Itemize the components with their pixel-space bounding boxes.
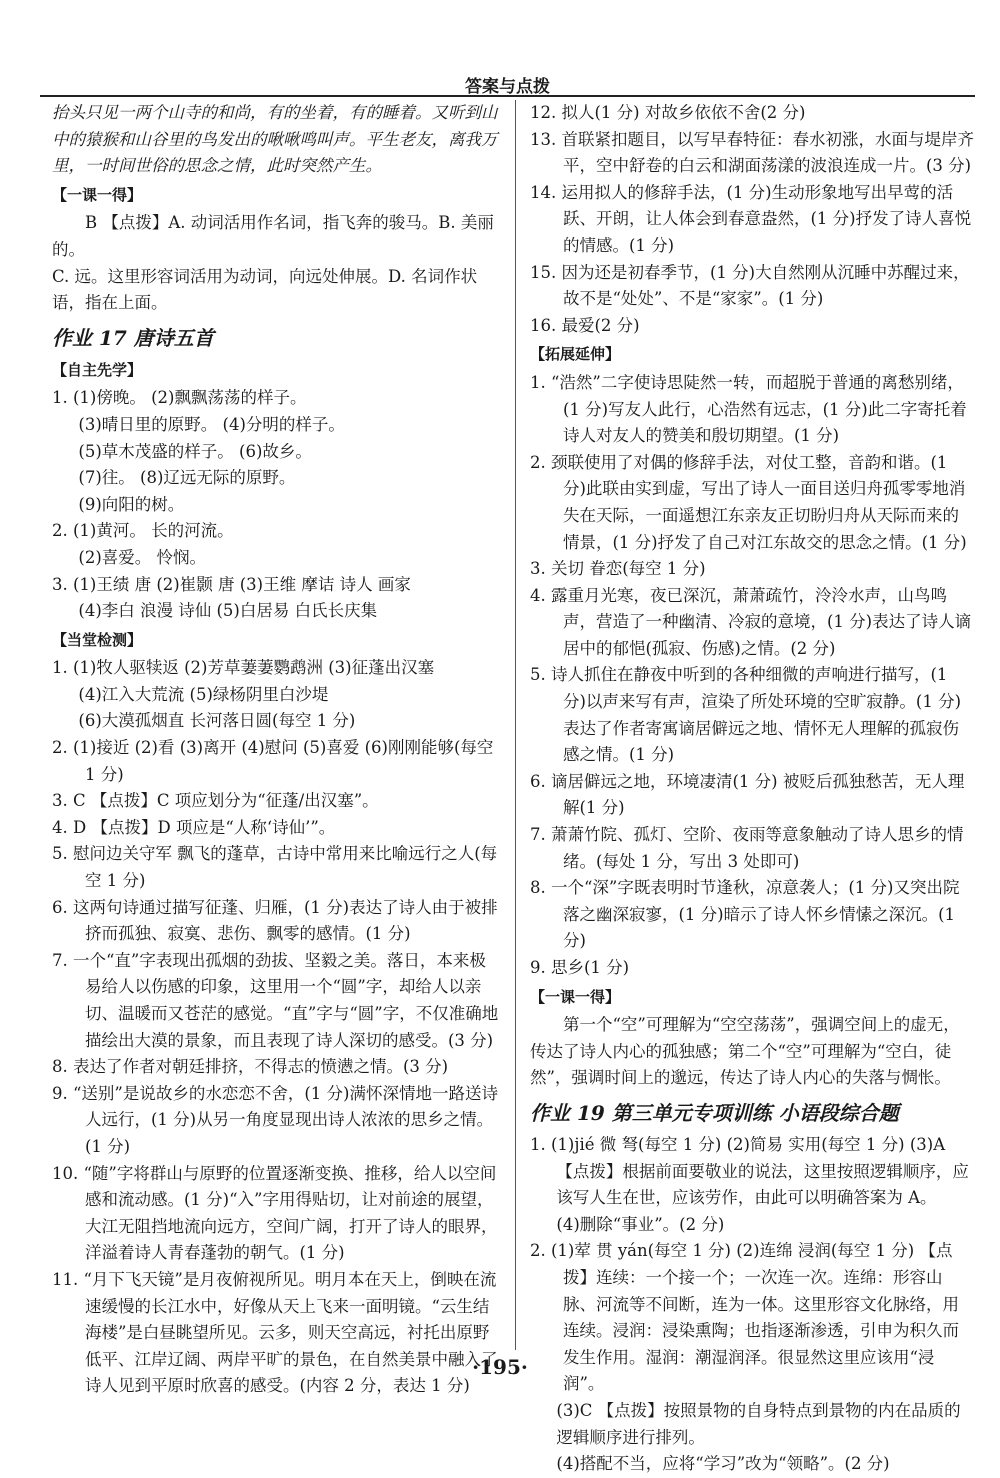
answer-item: 9. “送别”是说故乡的水恋恋不舍，(1 分)满怀深情地一路送诗人远行，(1 分)从另一角度显现出诗人浓浓的思乡之情。(1 分) [52, 1083, 498, 1156]
answer-item: (3)C 【点拨】按照景物的自身特点到景物的内在品质的逻辑顺序进行排列。 [556, 1400, 961, 1447]
answer-item: 11. “月下飞天镜”是月夜俯视所见。明月本在天上，倒映在流速缓慢的长江水中，好像从天上飞来一面明镜。“云生结海楼”是白昼眺望所见。云多，则天空高远，衬托出原野低平、江岸辽阔、两岸平旷的景色，在自然美景中融入了诗人见到平原时欣喜的感受。(内容 2 分，表达 1 分) [52, 1269, 498, 1396]
answer-item: 8. 表达了作者对朝廷排挤，不得志的愤懑之情。(3 分) [52, 1057, 449, 1077]
answer-item: (3)晴日里的原野。 (4)分明的样子。 [78, 414, 345, 434]
answer-item: 10. “随”字将群山与原野的位置逐渐变换、推移，给人以空间感和流动感。(1 分)“入”字用得贴切，让对前途的展望，大江无阻挡地流向远方，空间广阔，打开了诗人的眼界，洋溢着诗人青春蓬勃的朝气。(1 分) [52, 1163, 498, 1263]
answer-item: 15. 因为还是初春季节，(1 分)大自然刚从沉睡中苏醒过来，故不是“处处”、不是“家家”。(1 分) [530, 262, 970, 309]
answer-item: 4. 露重月光寒，夜已深沉，萧萧疏竹，泠泠水声，山鸟鸣声，营造了一种幽清、冷寂的意境，(1 分)表达了诗人谪居中的郁悒(孤寂、伤感)之情。(2 分) [530, 585, 972, 658]
left-column [52, 100, 500, 1400]
answer-item: C. 远。这里形容词活用为动词，向远处伸展。D. 名词作状语，指在上面。 [52, 266, 478, 313]
answer-item: 1. (1)傍晚。 (2)飘飘荡荡的样子。 [52, 388, 307, 408]
answer-item: 【点拨】根据前面要敬业的说法，这里按照逻辑顺序，应该写人生在世，应该劳作，由此可以明确答案为 A。 [556, 1161, 969, 1208]
answer-item: 8. 一个“深”字既表明时节逢秋，凉意袭人；(1 分)又突出院落之幽深寂寥，(1 分)暗示了诗人怀乡情愫之深沉。(1 分) [530, 878, 960, 951]
answer-item: 1. “浩然”二字使诗思陡然一转，而超脱于普通的离愁别绪，(1 分)写友人此行，心浩然有远志，(1 分)此二字寄托着诗人对友人的赞美和殷切期望。(1 分) [530, 372, 967, 446]
answer-item: 3. (1)王绩 唐 (2)崔颢 唐 (3)王维 摩诘 诗人 画家 [52, 574, 411, 594]
answer-item: 6. 谪居僻远之地，环境凄清(1 分) 被贬后孤独愁苦，无人理解(1 分) [530, 771, 965, 818]
answer-item: 5. 诗人抓住在静夜中听到的各种细微的声响进行描写，(1 分)以声来写有声，渲染了所处环境的空旷寂静。(1 分)表达了作者寄寓谪居僻远之地、情怀无人理解的孤寂伤感之情。(1 分) [530, 665, 962, 765]
answer-item: 4. D 【点拨】D 项应是“人称‘诗仙’”。 [52, 817, 336, 837]
header-rule [40, 95, 975, 97]
answer-item: B 【点拨】A. 动词活用作名词，指飞奔的骏马。B. 美丽的。 [52, 213, 494, 259]
answer-item: 1. (1)jié 微 弩(每空 1 分) (2)简易 实用(每空 1 分) (3)A [530, 1134, 946, 1154]
answer-item: (9)向阳的树。 [78, 494, 185, 514]
answer-item: 6. 这两句诗通过描写征蓬、归雁，(1 分)表达了诗人由于被排挤而孤独、寂寞、悲伤、飘零的感情。(1 分) [52, 897, 498, 944]
column-divider [515, 100, 516, 1350]
section-heading: 【当堂检测】 [52, 630, 143, 649]
answer-item: 7. 萧萧竹院、孤灯、空阶、夜雨等意象触动了诗人思乡的情绪。(每处 1 分，写出 3 处即可) [530, 825, 964, 871]
answer-item: 2. (1)接近 (2)看 (3)离开 (4)慰问 (5)喜爱 (6)刚刚能够(每空 1 分) [52, 738, 494, 784]
answer-item: 13. 首联紧扣题目，以写早春特征：春水初涨，水面与堤岸齐平，空中舒卷的白云和湖面荡漾的波浪连成一片。(3 分) [530, 129, 974, 176]
answer-item: 3. C 【点拨】C 项应划分为“征蓬/出汉塞”。 [52, 791, 379, 811]
answer-item: 5. 慰问边关守军 飘飞的蓬草，古诗中常用来比喻远行之人(每空 1 分) [52, 844, 498, 891]
answer-item: (5)草木茂盛的样子。 (6)故乡。 [78, 441, 312, 461]
section-heading: 【一课一得】 [52, 185, 143, 204]
translation-text: 抬头只见一两个山寺的和尚，有的坐着，有的睡着。又听到山中的猿猴和山谷里的鸟发出的啾啾鸣叫声。平生老友，离我万里，一时间世俗的思念之情，此时突然产生。 [52, 103, 498, 176]
answer-item: (7)往。 (8)辽远无际的原野。 [78, 468, 296, 488]
answer-item: (4)李白 浪漫 诗仙 (5)白居易 白氏长庆集 [78, 601, 378, 621]
answer-item: 2. (1)荤 贯 yán(每空 1 分) (2)连绵 浸润(每空 1 分) 【点拨】连续：一个接一个；一次连一次。连绵：形容山脉、河流等不间断，连为一体。这里形容文化脉络，用连续。浸润：浸染熏陶；也指逐渐渗透，引申为积久而发生作用。湿润：潮湿润泽。很显然这里应该用“浸润”。 [530, 1241, 959, 1394]
answer-item: 9. 思乡(1 分) [530, 958, 630, 977]
section-heading: 【自主先学】 [52, 360, 143, 379]
answer-item: 2. 颈联使用了对偶的修辞手法，对仗工整，音韵和谐。(1 分)此联由实到虚，写出了诗人一面目送归舟孤零零地消失在天际，一面遥想江东亲友正切盼归舟从天际而来的情景，(1 分)抒发了自己对江东故交的思念之情。(1 分) [530, 452, 967, 552]
answer-item: 7. 一个“直”字表现出孤烟的劲拔、坚毅之美。落日，本来极易给人以伤感的印象，这里用一个“圆”字，却给人以亲切、温暖而又苍茫的感觉。“直”字与“圆”字，不仅准确地描绘出大漠的景象，而且表现了诗人深切的感受。(3 分) [52, 950, 499, 1050]
answer-item: (4)江入大荒流 (5)绿杨阴里白沙堤 [78, 684, 329, 704]
right-column [530, 100, 975, 1478]
section-heading: 【一课一得】 [530, 987, 621, 1006]
page-header: 答案与点拨 [465, 77, 550, 97]
answer-item: 14. 运用拟人的修辞手法，(1 分)生动形象地写出早莺的活跃、开朗，让人体会到春意盎然，(1 分)抒发了诗人喜悦的情感。(1 分) [530, 182, 972, 255]
answer-item: 12. 拟人(1 分) 对故乡依依不舍(2 分) [530, 103, 806, 122]
answer-item: 第一个“空”可理解为“空空荡荡”，强调空间上的虚无，传达了诗人内心的孤独感；第二个“空”可理解为“空白，徒然”，强调时间上的邈远，传达了诗人内心的失落与惆怅。 [530, 1015, 960, 1088]
answer-item: (4)删除“事业”。(2 分) [556, 1214, 725, 1234]
answer-item: 1. (1)牧人驱犊返 (2)芳草萋萋鹦鹉洲 (3)征蓬出汉塞 [52, 658, 435, 678]
homework-title: 作业 17 唐诗五首 [52, 325, 214, 350]
homework-title: 作业 19 第三单元专项训练 小语段综合题 [530, 1100, 899, 1125]
answer-item: 2. (1)黄河。 长的河流。 [52, 521, 234, 541]
section-heading: 【拓展延伸】 [530, 345, 621, 364]
answer-item: (6)大漠孤烟直 长河落日圆(每空 1 分) [78, 711, 356, 731]
answer-item: 3. 关切 眷恋(每空 1 分) [530, 559, 706, 579]
answer-item: (2)喜爱。 怜悯。 [78, 547, 207, 567]
page-number: ·195· [472, 1355, 528, 1379]
answer-item: 16. 最爱(2 分) [530, 315, 640, 335]
answer-item: (4)搭配不当，应将“学习”改为“领略”。(2 分) [556, 1454, 890, 1474]
